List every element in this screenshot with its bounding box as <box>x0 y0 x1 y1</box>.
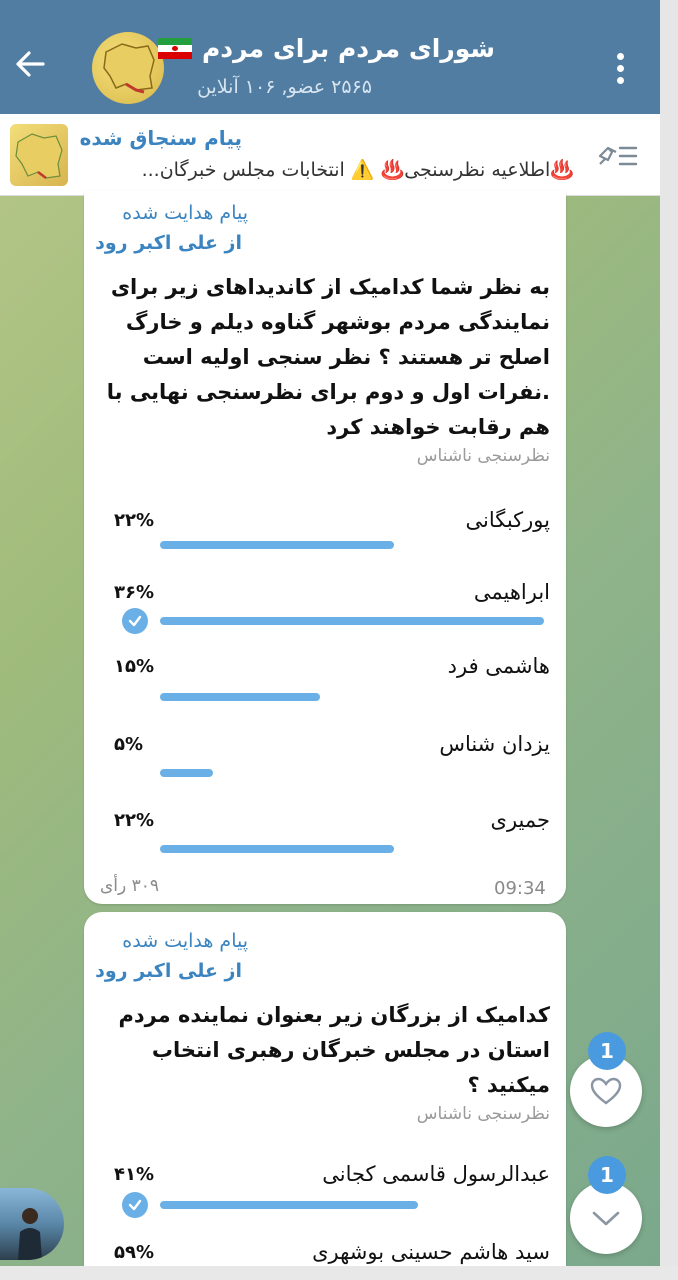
poll-option-percent: ۲۲% <box>114 810 155 831</box>
poll-option-label: جمیری <box>490 808 550 832</box>
poll-type: نظرسنجی ناشناس <box>416 1104 550 1124</box>
poll-option-bar <box>160 617 544 625</box>
pinned-list-icon <box>596 138 640 174</box>
chat-header <box>0 14 660 114</box>
pinned-title: پیام سنجاق شده <box>79 126 242 150</box>
vote-count[interactable]: ۳۰۹ رأی <box>100 876 160 896</box>
forwarded-label: پیام هدایت شده <box>122 930 248 952</box>
poll-option-bar <box>160 769 213 777</box>
forwarded-label: پیام هدایت شده <box>122 202 248 224</box>
chat-subtitle: ۲۵۶۵ عضو, ۱۰۶ آنلاین <box>197 76 372 98</box>
chat-title[interactable] <box>158 34 495 63</box>
poll-option-percent: ۵% <box>114 734 144 755</box>
forwarded-from[interactable]: از علی اکبر رود <box>95 232 242 254</box>
status-bar <box>0 0 660 14</box>
back-arrow-icon <box>13 47 47 81</box>
back-button[interactable] <box>10 44 50 84</box>
pinned-message-bar[interactable] <box>0 114 660 196</box>
poll-option-percent: ۱۵% <box>114 656 155 677</box>
chevron-down-icon <box>591 1208 621 1228</box>
poll-question: به نظر شما کدامیک از کاندیداهای زیر برای نمایندگی مردم بوشهر گناوه دیلم و خارگ اصلح تر هستند ؟ نظر سنجی اولیه است .نفرات اول و دوم برای نظرسنجی نهایی با هم رقابت خواهند کرد <box>106 275 550 439</box>
pinned-text: ♨️اطلاعیه نظرسنجی♨️ ⚠️ انتخابات مجلس خبرگان... <box>141 159 574 181</box>
poll-option-percent: ۴۱% <box>114 1164 155 1185</box>
poll-option-label: ابراهیمی <box>473 580 550 604</box>
heart-icon <box>589 1076 623 1106</box>
poll-message-2 <box>84 912 566 1280</box>
poll-option-bar <box>160 845 394 853</box>
poll-question: کدامیک از بزرگان زیر بعنوان نماینده مردم استان در مجلس خبرگان رهبری انتخاب میکنید ؟ <box>118 1003 550 1097</box>
system-nav-bar <box>0 1266 678 1280</box>
iran-map-icon <box>92 32 164 104</box>
poll-option-percent: ۲۲% <box>114 510 155 531</box>
poll-option-label: هاشمی فرد <box>447 654 550 678</box>
screen-edge <box>660 0 678 1280</box>
chat-title-text: شورای مردم برای مردم <box>201 34 495 63</box>
reactions-count-badge: 1 <box>588 1032 626 1070</box>
poll-option-label: عبدالرسول قاسمی کجانی <box>322 1162 550 1186</box>
poll-type: نظرسنجی ناشناس <box>416 446 550 466</box>
poll-option-bar <box>160 693 320 701</box>
poll-option-label: پورکبگانی <box>465 508 550 532</box>
sender-avatar[interactable] <box>0 1188 64 1260</box>
poll-option-label: یزدان شناس <box>439 732 550 756</box>
check-icon <box>122 1192 148 1218</box>
poll-option-bar <box>160 1201 418 1209</box>
poll-option-label: سید هاشم حسینی بوشهری <box>312 1240 550 1264</box>
poll-option-bar <box>160 541 394 549</box>
unread-count-badge: 1 <box>588 1156 626 1194</box>
pinned-thumbnail <box>10 124 68 186</box>
message-time: 09:34 <box>494 878 546 899</box>
iran-flag-icon <box>158 38 192 60</box>
channel-avatar[interactable] <box>92 32 164 104</box>
forwarded-from[interactable]: از علی اکبر رود <box>95 960 242 982</box>
poll-option-percent: ۳۶% <box>114 582 155 603</box>
more-menu-button[interactable] <box>610 48 630 88</box>
pinned-list-button[interactable] <box>596 138 640 174</box>
poll-message-1 <box>84 190 566 904</box>
check-icon <box>122 608 148 634</box>
poll-option-percent: ۵۹% <box>114 1242 155 1263</box>
more-vert-icon <box>617 53 624 60</box>
